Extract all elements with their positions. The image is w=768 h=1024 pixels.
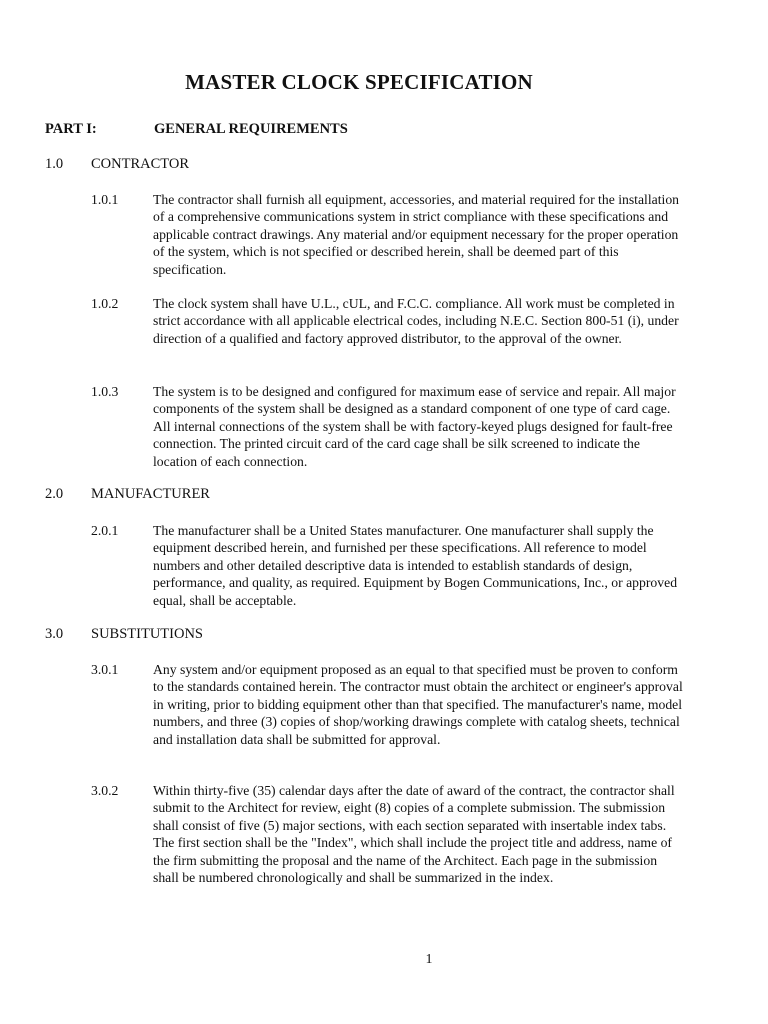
section-number: 1.0 — [45, 156, 64, 172]
spec-item — [91, 522, 691, 609]
item-number: 1.0.1 — [91, 192, 119, 207]
section-heading — [45, 626, 203, 643]
section-number: 3.0 — [45, 626, 64, 642]
section-number: 2.0 — [45, 486, 64, 502]
part-label: PART I: — [45, 121, 97, 137]
spec-item — [91, 661, 691, 748]
section-title: MANUFACTURER — [91, 486, 210, 502]
document-title: MASTER CLOCK SPECIFICATION — [185, 70, 533, 94]
section-heading — [45, 486, 210, 503]
item-text: The clock system shall have U.L., cUL, and F.C.C. compliance. All work must be completed in strict accordance with all applicable electrical codes, including N.E.C. Section 800-51 (i), under direction of a qualified and factory approved distributor, to the approval of the owner. — [153, 296, 679, 346]
item-text: The contractor shall furnish all equipment, accessories, and material required for the installation of a comprehensive communications system in strict compliance with these specifications and applicable contract drawings. Any material and/or equipment necessary for the proper operation of the system, which is not specified or described herein, shall be deemed part of this specification. — [153, 192, 680, 277]
section-heading — [45, 156, 189, 173]
item-number: 2.0.1 — [91, 523, 119, 538]
item-number: 3.0.1 — [91, 662, 119, 677]
section-title: CONTRACTOR — [91, 156, 190, 172]
item-text: Any system and/or equipment proposed as an equal to that specified must be proven to conform to the standards contained herein. The contractor must obtain the architect or engineer's approval in writing, prior to bidding equipment other than that specified. The manufacturer's name, model numbers, and three (3) copies of shop/working drawings complete with catalog sheets, technical and installation data shall be submitted for approval. — [153, 662, 683, 747]
item-text: The system is to be designed and configured for maximum ease of service and repair. All major components of the system shall be designed as a standard component of one type of card cage. All internal connections of the system shall be with factory-keyed plugs designed for fault-free connection. The printed circuit card of the card cage shall be silk screened to indicate the location of each connection. — [153, 384, 676, 469]
item-text: The manufacturer shall be a United States manufacturer. One manufacturer shall supply the equipment described herein, and furnished per these specifications. All reference to model numbers and other detailed descriptive data is intended to establish standards of design, performance, and quality, as required. Equipment by Bogen Communications, Inc., or approved equal, shall be acceptable. — [153, 523, 678, 608]
item-number: 3.0.2 — [91, 783, 119, 798]
item-number: 1.0.2 — [91, 296, 119, 311]
part-title: GENERAL REQUIREMENTS — [154, 121, 348, 137]
spec-item — [91, 782, 691, 886]
part-heading — [45, 121, 348, 138]
spec-item — [91, 295, 691, 347]
spec-item — [91, 383, 691, 470]
item-number: 1.0.3 — [91, 384, 119, 399]
section-title: SUBSTITUTIONS — [91, 626, 203, 642]
item-text: Within thirty-five (35) calendar days after the date of award of the contract, the contractor shall submit to the Architect for review, eight (8) copies of a complete submission. The submission shall consist of five (5) major sections, with each section separated with insertable index tabs. The first section shall be the "Index", which shall include the project title and address, name of the firm submitting the proposal and the name of the Architect. Each page in the submission shall be numbered chronologically and shall be summarized in the index. — [153, 783, 675, 886]
spec-item — [91, 191, 691, 278]
page-number: 1 — [425, 952, 433, 967]
